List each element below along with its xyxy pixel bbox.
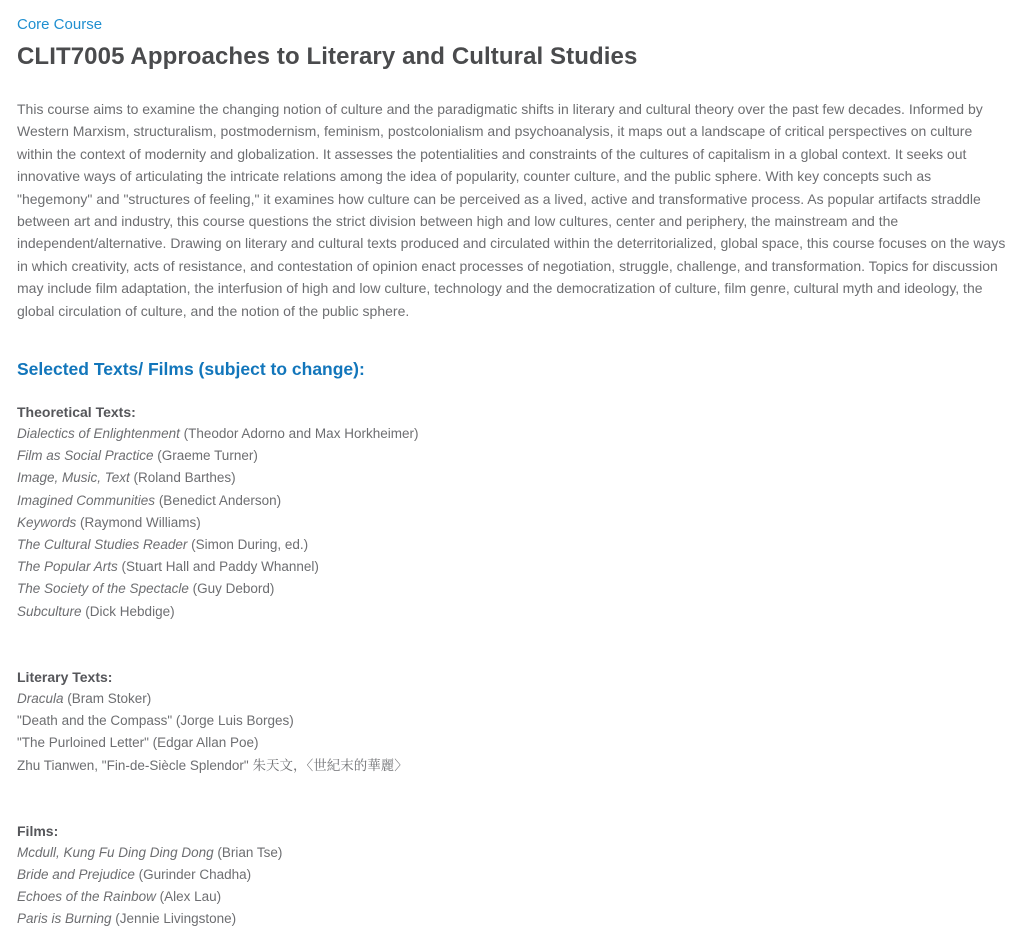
item-author: Zhu Tianwen, "Fin-de-Siècle Splendor" 朱天文，〈世紀末的華麗〉: [17, 757, 408, 773]
item-author: (Bram Stoker): [63, 690, 152, 706]
text-item: [17, 908, 1007, 930]
item-title: The Cultural Studies Reader: [17, 537, 188, 553]
text-item: [17, 688, 1007, 710]
item-title: Image, Music, Text: [17, 470, 130, 486]
text-item: [17, 601, 1007, 623]
course-description: This course aims to examine the changing notion of culture and the paradigmatic shifts in literary and cultural theory over the past few decades. Informed by Western Marxism, structuralism, postmodernism, feminism, postcolonialism and psychoanalysis, it maps out a landscape of critical perspectives on culture within the context of modernity and globalization. It assesses the potentialities and constraints of the cultures of capitalism in a global context. It seeks out innovative ways of articulating the intricate relations among the idea of popularity, counter culture, and the public sphere. With key concepts such as "hegemony" and "structures of feeling," it examines how culture can be perceived as a lived, active and transformative process. As popular artifacts straddle between art and industry, this course questions the strict division between high and low cultures, center and periphery, the mainstream and the independent/alternative. Drawing on literary and cultural texts produced and circulated within the deterritorialized, global space, this course focuses on the ways in which creativity, acts of resistance, and contestation of opinion enact processes of negotiation, struggle, challenge, and transformation. Topics for discussion may include film adaptation, the interfusion of high and low culture, technology and the democratization of culture, film genre, cultural myth and ideology, the global circulation of culture, and the notion of the public sphere.: [17, 101, 1006, 319]
text-item: [17, 842, 1007, 864]
group-theoretical-texts: [17, 404, 1007, 623]
text-item: [17, 864, 1007, 886]
text-item: [17, 423, 1007, 445]
text-item: [17, 886, 1007, 908]
item-author: (Dick Hebdige): [81, 603, 175, 619]
course-category-link[interactable]: Core Course: [17, 16, 103, 33]
text-item: [17, 467, 1007, 489]
item-title: Film as Social Practice: [17, 448, 154, 464]
item-title: The Society of the Spectacle: [17, 581, 189, 597]
item-author: (Gurinder Chadha): [134, 866, 252, 882]
text-item: [17, 755, 1007, 777]
text-item: [17, 578, 1007, 600]
text-item: [17, 490, 1007, 512]
item-title: Keywords: [17, 514, 77, 530]
text-item: [17, 556, 1007, 578]
text-item: [17, 732, 1007, 754]
group-literary-texts: [17, 669, 1007, 777]
item-author: (Jennie Livingstone): [111, 911, 237, 927]
item-title: Dracula: [17, 690, 64, 706]
text-item: [17, 512, 1007, 534]
item-title: Imagined Communities: [17, 492, 156, 508]
item-author: (Graeme Turner): [153, 448, 258, 464]
item-title: Dialectics of Enlightenment: [17, 426, 180, 442]
text-item: [17, 445, 1007, 467]
item-author: (Simon During, ed.): [187, 537, 309, 553]
item-title: Bride and Prejudice: [17, 866, 135, 882]
page-title: CLIT7005 Approaches to Literary and Cultural Studies: [17, 43, 638, 70]
selected-texts-heading: Selected Texts/ Films (subject to change):: [17, 359, 365, 380]
item-author: (Roland Barthes): [129, 470, 236, 486]
item-title: Subculture: [17, 603, 82, 619]
item-title: Echoes of the Rainbow: [17, 889, 156, 905]
group-label-literary: Literary Texts:: [17, 668, 113, 685]
item-author: (Brian Tse): [213, 844, 283, 860]
item-author: (Benedict Anderson): [155, 492, 282, 508]
item-author: "The Purloined Letter" (Edgar Allan Poe): [17, 735, 259, 751]
item-title: The Popular Arts: [17, 559, 118, 575]
text-item: [17, 534, 1007, 556]
group-label-films: Films:: [17, 822, 59, 839]
item-author: (Raymond Williams): [76, 514, 201, 530]
item-author: (Theodor Adorno and Max Horkheimer): [179, 426, 419, 442]
item-title: Paris is Burning: [17, 911, 112, 927]
text-item: [17, 710, 1007, 732]
selected-texts-section: [17, 359, 1007, 930]
group-label-theoretical: Theoretical Texts:: [17, 404, 136, 421]
item-author: (Alex Lau): [155, 889, 222, 905]
item-author: (Stuart Hall and Paddy Whannel): [117, 559, 319, 575]
item-author: "Death and the Compass" (Jorge Luis Borges): [17, 713, 294, 729]
item-author: (Guy Debord): [188, 581, 275, 597]
item-title: Mcdull, Kung Fu Ding Ding Dong: [17, 844, 214, 860]
